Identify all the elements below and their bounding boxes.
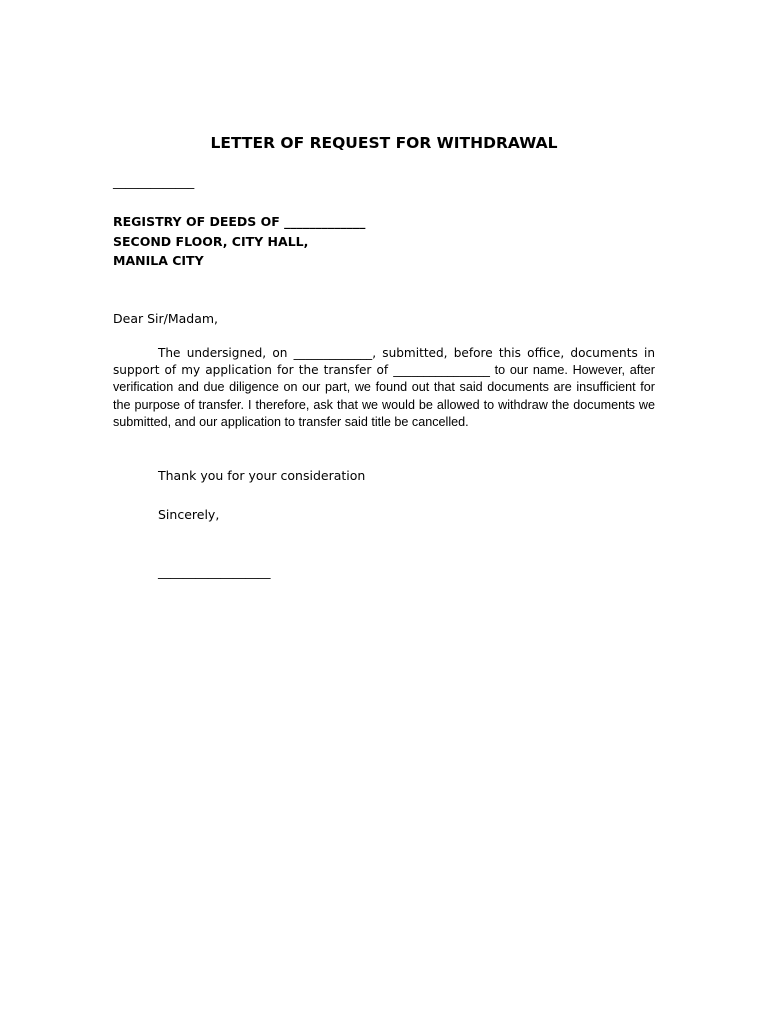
salutation: Dear Sir/Madam,	[113, 311, 219, 326]
thanks-line: Thank you for your consideration	[158, 468, 366, 483]
body-part-2: to our name. However, after verification and due diligence on our part, we found out that said documents are insufficient for the purpose of transfer. I therefore, ask that we would be allowed to withdraw the documents we submitted, and our application to transfer said title be cancelled.	[113, 363, 655, 429]
address-line-3: MANILA CITY	[113, 253, 204, 268]
address-line-1: REGISTRY OF DEEDS OF _____________	[113, 214, 366, 229]
body-paragraph	[113, 345, 655, 431]
signature-blank: __________________	[158, 564, 271, 579]
body-part-1: The undersigned, on _____________, submitted, before this office, documents in support of my application for the transfer of ________________	[113, 346, 655, 378]
document-title: LETTER OF REQUEST FOR WITHDRAWAL	[210, 134, 558, 152]
recipient-address	[113, 212, 365, 271]
address-line-2: SECOND FLOOR, CITY HALL,	[113, 233, 309, 249]
date-blank: _____________	[113, 174, 195, 189]
closing-line: Sincerely,	[158, 507, 220, 522]
